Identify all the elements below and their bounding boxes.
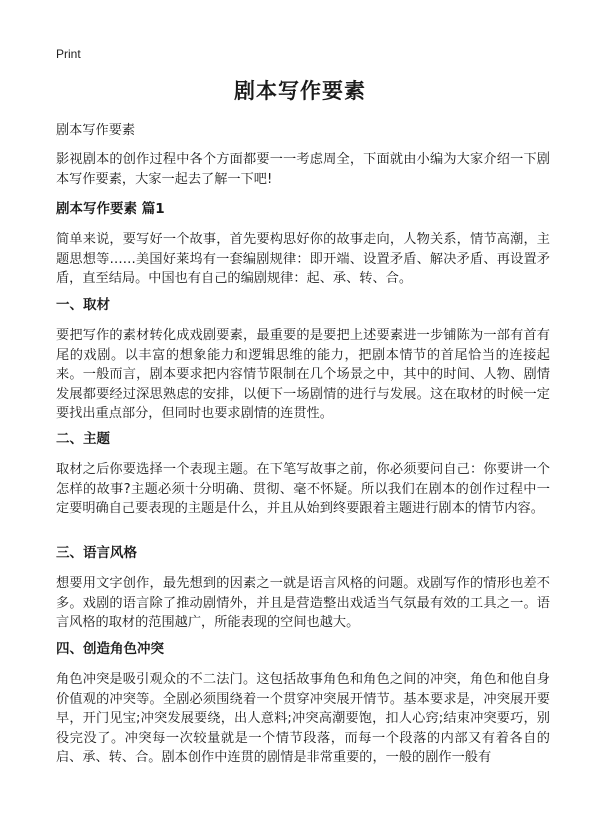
section-heading-3: 二、主题 — [56, 431, 110, 447]
section-body-1: 简单来说，要写好一个故事，首先要构思好你的故事走向，人物关系，情节高潮，主题思想等……美国好莱坞有一套编剧规律：即开端、设置矛盾、解决矛盾、再设置矛盾，直至结局。中国也有自己的编剧规律：起、承、转、合。 — [56, 232, 550, 286]
document-title: 剧本写作要素 — [234, 79, 366, 103]
section-heading-2: 一、取材 — [56, 297, 110, 313]
intro-subtitle: 剧本写作要素 — [56, 123, 136, 138]
section-body-3: 取材之后你要选择一个表现主题。在下笔写故事之前，你必须要问自己：你要讲一个怎样的故事?主题必须十分明确、贯彻、毫不怀疑。所以我们在剧本的创作过程中一定要明确自己要表现的主题是什么，并且从始到终要跟着主题进行剧本的情节内容。 — [56, 462, 550, 516]
section-heading-4: 三、语言风格 — [56, 545, 137, 561]
print-label[interactable]: Print — [56, 47, 81, 61]
intro-paragraph: 影视剧本的创作过程中各个方面都要一一考虑周全，下面就由小编为大家介绍一下剧本写作要素，大家一起去了解一下吧! — [56, 152, 550, 187]
section-heading-1: 剧本写作要素 篇1 — [56, 201, 165, 217]
section-heading-5: 四、创造角色冲突 — [56, 641, 164, 657]
section-body-2: 要把写作的素材转化成戏剧要素，最重要的是要把上述要素进一步铺陈为一部有首有尾的戏剧。以丰富的想象能力和逻辑思维的能力，把剧本情节的首尾恰当的连接起来。一般而言，剧本要求把内容情节限制在几个场景之中，其中的时间、人物、剧情发展都要经过深思熟虑的安排，以便下一场剧情的进行与发展。这在取材的时候一定要找出重点部分，但同时也要求剧情的连贯性。 — [56, 328, 550, 421]
section-body-5: 角色冲突是吸引观众的不二法门。这包括故事角色和角色之间的冲突，角色和他自身价值观的冲突等。全剧必须围绕着一个贯穿冲突展开情节。基本要求是，冲突展开要早，开门见宝;冲突发展要绕，出人意料;冲突高潮要饱，扣人心窍;结束冲突要巧，别役完没了。冲突每一次较量就是一个情节段落，而每一个段落的内部又有着各自的启、承、转、合。剧本创作中连贯的剧情是非常重要的，一般的剧作一般有 — [56, 672, 550, 765]
section-body-4: 想要用文字创作，最先想到的因素之一就是语言风格的问题。戏剧写作的情形也差不多。戏剧的语言除了推动剧情外，并且是营造整出戏适当气氛最有效的工具之一。语言风格的取材的范围越广，所能表现的空间也越大。 — [56, 576, 550, 630]
